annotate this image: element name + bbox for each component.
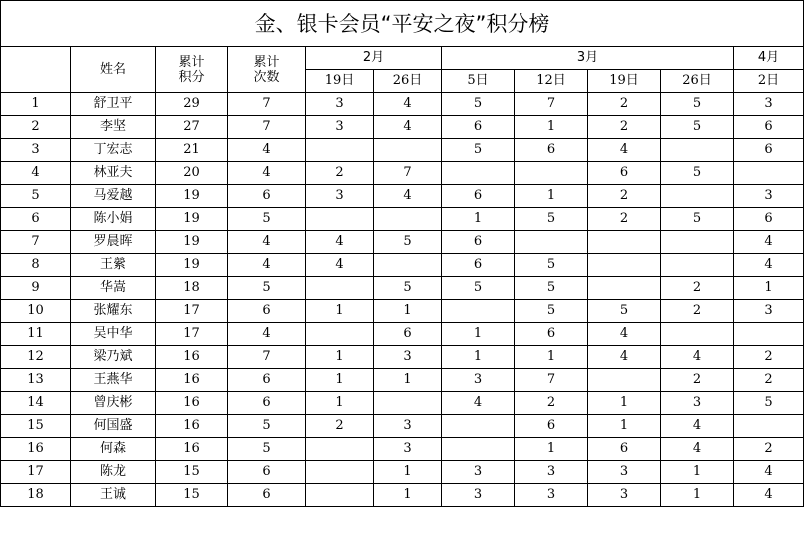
member-name-cell: 陈小娟 <box>71 208 156 231</box>
count-cell: 5 <box>228 438 306 461</box>
member-name-cell: 林亚夫 <box>71 162 156 185</box>
member-name-cell: 李坚 <box>71 116 156 139</box>
score-cell <box>588 254 661 277</box>
table-row <box>1 162 804 185</box>
member-name-cell: 马爱越 <box>71 185 156 208</box>
score-cell: 6 <box>515 139 588 162</box>
month-header-apr: 4月 <box>734 47 804 70</box>
count-cell: 5 <box>228 208 306 231</box>
count-cell: 4 <box>228 231 306 254</box>
score-cell <box>734 415 804 438</box>
score-cell: 6 <box>515 415 588 438</box>
points-cell: 20 <box>156 162 228 185</box>
score-cell: 3 <box>734 93 804 116</box>
score-cell: 3 <box>588 461 661 484</box>
member-name-cell: 何森 <box>71 438 156 461</box>
points-cell: 16 <box>156 415 228 438</box>
score-cell: 4 <box>442 392 515 415</box>
score-cell: 1 <box>588 415 661 438</box>
score-cell <box>734 162 804 185</box>
member-name-cell: 王縈 <box>71 254 156 277</box>
points-cell: 17 <box>156 323 228 346</box>
score-cell: 2 <box>515 392 588 415</box>
score-cell: 1 <box>442 323 515 346</box>
member-name-cell: 丁宏志 <box>71 139 156 162</box>
score-cell: 2 <box>661 277 734 300</box>
member-name-cell: 梁乃斌 <box>71 346 156 369</box>
name-header: 姓名 <box>71 47 156 93</box>
score-cell: 4 <box>588 139 661 162</box>
score-cell <box>588 369 661 392</box>
month-header-mar: 3月 <box>442 47 734 70</box>
member-name-cell: 吴中华 <box>71 323 156 346</box>
score-cell: 3 <box>306 93 374 116</box>
score-cell: 1 <box>515 346 588 369</box>
count-cell: 4 <box>228 323 306 346</box>
member-name-cell: 张耀东 <box>71 300 156 323</box>
score-cell <box>661 231 734 254</box>
score-cell: 6 <box>442 231 515 254</box>
member-name-cell: 罗晨晖 <box>71 231 156 254</box>
score-cell: 2 <box>734 346 804 369</box>
table-row <box>1 208 804 231</box>
score-cell: 4 <box>306 254 374 277</box>
table-row <box>1 369 804 392</box>
rank-cell: 12 <box>1 346 71 369</box>
count-cell: 4 <box>228 162 306 185</box>
score-cell <box>442 162 515 185</box>
score-cell <box>442 415 515 438</box>
score-cell: 1 <box>374 300 442 323</box>
table-row <box>1 93 804 116</box>
score-cell: 1 <box>306 300 374 323</box>
points-cell: 16 <box>156 346 228 369</box>
rank-cell: 9 <box>1 277 71 300</box>
score-cell: 7 <box>374 162 442 185</box>
score-cell: 6 <box>734 139 804 162</box>
score-cell <box>374 139 442 162</box>
score-cell <box>661 323 734 346</box>
score-cell: 4 <box>306 231 374 254</box>
score-cell: 3 <box>734 185 804 208</box>
score-cell: 6 <box>442 185 515 208</box>
score-cell: 4 <box>588 346 661 369</box>
score-cell: 3 <box>515 484 588 507</box>
rank-cell: 14 <box>1 392 71 415</box>
score-cell: 2 <box>588 93 661 116</box>
score-cell <box>515 231 588 254</box>
score-cell: 1 <box>306 392 374 415</box>
rank-cell: 5 <box>1 185 71 208</box>
count-cell: 4 <box>228 139 306 162</box>
points-cell: 16 <box>156 392 228 415</box>
score-cell: 3 <box>515 461 588 484</box>
points-cell: 19 <box>156 231 228 254</box>
score-cell: 2 <box>306 162 374 185</box>
score-cell <box>306 208 374 231</box>
score-cell <box>306 277 374 300</box>
count-cell: 4 <box>228 254 306 277</box>
score-cell: 5 <box>515 300 588 323</box>
count-cell: 6 <box>228 484 306 507</box>
points-cell: 27 <box>156 116 228 139</box>
score-cell: 3 <box>661 392 734 415</box>
score-cell: 1 <box>515 438 588 461</box>
points-cell: 19 <box>156 254 228 277</box>
table-row <box>1 323 804 346</box>
score-cell: 6 <box>442 116 515 139</box>
score-cell: 2 <box>661 369 734 392</box>
count-cell: 5 <box>228 415 306 438</box>
table-row <box>1 346 804 369</box>
score-cell <box>661 139 734 162</box>
score-cell: 4 <box>588 323 661 346</box>
rank-cell: 1 <box>1 93 71 116</box>
count-cell: 6 <box>228 392 306 415</box>
score-cell: 5 <box>661 162 734 185</box>
score-cell <box>734 323 804 346</box>
score-cell: 2 <box>306 415 374 438</box>
table-row <box>1 116 804 139</box>
score-cell <box>374 392 442 415</box>
score-cell: 6 <box>588 162 661 185</box>
score-cell: 1 <box>374 461 442 484</box>
score-cell: 5 <box>515 208 588 231</box>
table-row <box>1 484 804 507</box>
table-row <box>1 438 804 461</box>
score-cell: 6 <box>515 323 588 346</box>
score-cell <box>588 277 661 300</box>
score-cell: 1 <box>515 185 588 208</box>
score-cell: 4 <box>374 185 442 208</box>
rank-cell: 16 <box>1 438 71 461</box>
rank-cell: 3 <box>1 139 71 162</box>
table-row <box>1 461 804 484</box>
day-header: 26日 <box>661 70 734 93</box>
rank-cell: 18 <box>1 484 71 507</box>
count-cell: 6 <box>228 461 306 484</box>
score-cell: 7 <box>515 369 588 392</box>
rank-cell: 2 <box>1 116 71 139</box>
score-cell: 3 <box>374 346 442 369</box>
member-name-cell: 华嵩 <box>71 277 156 300</box>
score-cell: 1 <box>588 392 661 415</box>
month-header-feb: 2月 <box>306 47 442 70</box>
score-cell: 2 <box>588 116 661 139</box>
points-cell: 17 <box>156 300 228 323</box>
score-cell <box>515 162 588 185</box>
points-cell: 19 <box>156 208 228 231</box>
score-cell: 3 <box>306 116 374 139</box>
score-cell: 6 <box>442 254 515 277</box>
member-name-cell: 陈龙 <box>71 461 156 484</box>
score-cell: 1 <box>661 484 734 507</box>
score-cell: 6 <box>588 438 661 461</box>
day-header: 2日 <box>734 70 804 93</box>
score-cell: 4 <box>661 415 734 438</box>
score-cell <box>588 231 661 254</box>
score-cell: 6 <box>734 116 804 139</box>
score-cell <box>306 484 374 507</box>
day-header: 19日 <box>306 70 374 93</box>
points-cell: 15 <box>156 461 228 484</box>
score-cell <box>374 254 442 277</box>
score-cell: 1 <box>374 484 442 507</box>
day-header: 5日 <box>442 70 515 93</box>
count-cell: 7 <box>228 116 306 139</box>
score-cell: 3 <box>442 369 515 392</box>
table-row <box>1 300 804 323</box>
score-cell: 4 <box>661 438 734 461</box>
score-cell: 2 <box>734 438 804 461</box>
score-cell <box>306 461 374 484</box>
rank-header-cell <box>1 47 71 93</box>
member-name-cell: 王诚 <box>71 484 156 507</box>
count-cell: 7 <box>228 346 306 369</box>
table-row <box>1 277 804 300</box>
rank-cell: 7 <box>1 231 71 254</box>
score-cell <box>442 300 515 323</box>
sheet-title: 金、银卡会员“平安之夜”积分榜 <box>1 1 804 47</box>
score-cell: 3 <box>588 484 661 507</box>
score-cell: 4 <box>734 461 804 484</box>
day-header: 12日 <box>515 70 588 93</box>
member-name-cell: 舒卫平 <box>71 93 156 116</box>
score-cell: 1 <box>306 369 374 392</box>
table-row <box>1 185 804 208</box>
rank-cell: 11 <box>1 323 71 346</box>
score-cell: 5 <box>515 254 588 277</box>
table-row <box>1 254 804 277</box>
score-cell <box>374 208 442 231</box>
score-cell: 3 <box>442 461 515 484</box>
score-cell: 5 <box>442 93 515 116</box>
score-cell: 1 <box>515 116 588 139</box>
table-row <box>1 139 804 162</box>
count-cell: 5 <box>228 277 306 300</box>
day-header: 26日 <box>374 70 442 93</box>
score-cell: 4 <box>734 231 804 254</box>
score-cell <box>306 438 374 461</box>
table-row <box>1 231 804 254</box>
count-cell: 6 <box>228 185 306 208</box>
score-cell: 7 <box>515 93 588 116</box>
score-cell: 4 <box>374 116 442 139</box>
rank-cell: 15 <box>1 415 71 438</box>
score-cell: 3 <box>374 415 442 438</box>
score-cell: 3 <box>306 185 374 208</box>
points-cell: 18 <box>156 277 228 300</box>
score-cell: 2 <box>661 300 734 323</box>
member-name-cell: 何国盛 <box>71 415 156 438</box>
score-cell: 3 <box>374 438 442 461</box>
score-cell: 6 <box>734 208 804 231</box>
score-cell: 5 <box>442 139 515 162</box>
score-cell: 1 <box>306 346 374 369</box>
score-cell: 4 <box>661 346 734 369</box>
score-cell: 4 <box>734 484 804 507</box>
score-cell: 4 <box>374 93 442 116</box>
score-cell: 1 <box>442 346 515 369</box>
rank-cell: 13 <box>1 369 71 392</box>
count-cell: 6 <box>228 369 306 392</box>
points-cell: 16 <box>156 369 228 392</box>
count-header: 累计 次数 <box>228 47 306 93</box>
rank-cell: 8 <box>1 254 71 277</box>
score-cell: 5 <box>515 277 588 300</box>
score-cell: 5 <box>661 208 734 231</box>
score-cell: 2 <box>588 208 661 231</box>
count-cell: 6 <box>228 300 306 323</box>
score-cell: 2 <box>588 185 661 208</box>
day-header: 19日 <box>588 70 661 93</box>
score-cell <box>661 254 734 277</box>
points-cell: 19 <box>156 185 228 208</box>
points-cell: 15 <box>156 484 228 507</box>
score-cell: 5 <box>588 300 661 323</box>
rank-cell: 6 <box>1 208 71 231</box>
table-row <box>1 392 804 415</box>
score-cell: 5 <box>734 392 804 415</box>
score-cell: 5 <box>661 93 734 116</box>
score-cell <box>306 323 374 346</box>
rank-cell: 17 <box>1 461 71 484</box>
score-cell: 5 <box>374 277 442 300</box>
member-name-cell: 曾庆彬 <box>71 392 156 415</box>
score-cell: 4 <box>734 254 804 277</box>
score-cell: 1 <box>734 277 804 300</box>
points-cell: 21 <box>156 139 228 162</box>
member-name-cell: 王燕华 <box>71 369 156 392</box>
points-cell: 16 <box>156 438 228 461</box>
points-cell: 29 <box>156 93 228 116</box>
score-cell <box>306 139 374 162</box>
score-cell: 1 <box>374 369 442 392</box>
table-row <box>1 415 804 438</box>
score-cell: 3 <box>734 300 804 323</box>
score-cell <box>442 438 515 461</box>
rank-cell: 10 <box>1 300 71 323</box>
score-cell: 2 <box>734 369 804 392</box>
score-cell: 5 <box>661 116 734 139</box>
score-cell: 1 <box>661 461 734 484</box>
score-cell: 1 <box>442 208 515 231</box>
points-header: 累计 积分 <box>156 47 228 93</box>
count-cell: 7 <box>228 93 306 116</box>
score-cell <box>661 185 734 208</box>
score-cell: 5 <box>442 277 515 300</box>
score-cell: 5 <box>374 231 442 254</box>
rank-cell: 4 <box>1 162 71 185</box>
score-cell: 6 <box>374 323 442 346</box>
score-cell: 3 <box>442 484 515 507</box>
